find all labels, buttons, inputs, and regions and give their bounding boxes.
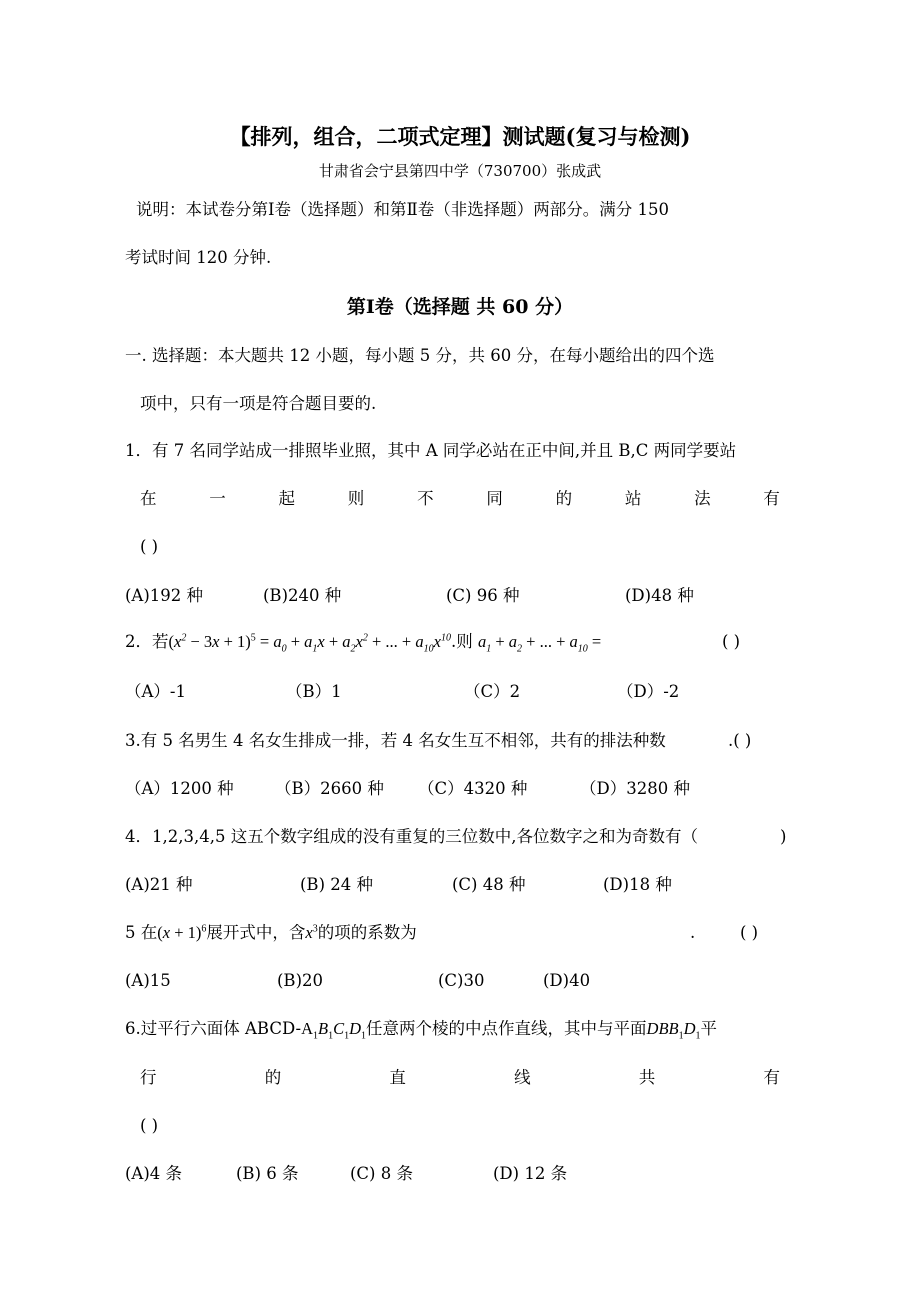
option-a: (A)15 xyxy=(125,971,171,990)
question-2-text xyxy=(125,632,602,655)
spread-char: 有 xyxy=(763,1068,780,1087)
option-b: (B) 24 种 xyxy=(300,875,373,894)
spread-char: 则 xyxy=(347,489,365,508)
option-c: (C) 48 种 xyxy=(452,875,526,894)
question-4-answer-bracket: ) xyxy=(780,827,787,846)
question-6-prefix: 6.过平行六面体 ABCD- xyxy=(125,1019,302,1038)
intro-line-2: 考试时间 120 分钟. xyxy=(125,248,272,267)
question-6-solid: $A_1B_1C_1D_1$ xyxy=(301,1019,367,1042)
option-a: (A)192 种 xyxy=(125,586,204,605)
spread-char: 不 xyxy=(417,489,434,508)
question-5-binomial: $(x + 1)^6$ xyxy=(157,923,207,942)
spread-char: 法 xyxy=(694,489,711,508)
question-2-prefix: 2．若 xyxy=(125,632,169,651)
spread-char: 站 xyxy=(624,489,642,508)
question-3-text: 3.有 5 名男生 4 名女生排成一排，若 4 名女生互不相邻，共有的排法种数 xyxy=(125,731,666,750)
option-a: （A）-1 xyxy=(125,682,186,701)
option-a: (A)4 条 xyxy=(125,1164,183,1183)
spread-char: 起 xyxy=(278,489,296,508)
question-6-text xyxy=(125,1019,718,1042)
question-6-mid: 任意两个棱的中点作直线，其中与平面 xyxy=(366,1019,647,1038)
author-line: 甘肃省会宁县第四中学（730700）张成武 xyxy=(318,162,602,180)
option-d: （D）3280 种 xyxy=(580,779,690,798)
question-1-answer-bracket: ( ) xyxy=(140,537,159,556)
option-c: (C) 8 条 xyxy=(350,1164,413,1183)
spread-char: 的 xyxy=(555,489,573,508)
option-d: (D) 12 条 xyxy=(493,1164,568,1183)
question-6-spread-line xyxy=(140,1070,780,1087)
question-1-spread-line xyxy=(140,491,780,508)
option-b: (B)20 xyxy=(277,971,323,990)
option-b: （B）2660 种 xyxy=(275,779,384,798)
option-d: (D)48 种 xyxy=(625,586,694,605)
option-b: (B) 6 条 xyxy=(236,1164,299,1183)
spread-char: 有 xyxy=(763,489,780,508)
question-6-plane: $DBB_1D_1$ xyxy=(646,1019,701,1042)
option-c: （C）4320 种 xyxy=(418,779,528,798)
option-d: (D)40 xyxy=(543,971,591,990)
option-d: (D)18 种 xyxy=(603,875,672,894)
intro-line-1: 说明：本试卷分第Ⅰ卷（选择题）和第Ⅱ卷（非选择题）两部分。满分 150 xyxy=(136,200,669,219)
question-5-answer-bracket: ( ) xyxy=(740,923,759,942)
spread-char: 同 xyxy=(486,489,503,508)
section-instruction-2: 项中，只有一项是符合题目要的. xyxy=(140,394,377,413)
page-title: 【排列，组合，二项式定理】测试题(复习与检测) xyxy=(229,124,691,149)
option-b: （B）1 xyxy=(286,682,342,701)
question-2-mid: .则 xyxy=(450,632,473,651)
spread-char: 行 xyxy=(140,1068,157,1087)
question-5-mid-1: 展开式中，含 xyxy=(206,923,306,942)
spread-char: 在 xyxy=(140,489,157,508)
question-5-term: $x^3$ xyxy=(305,923,318,942)
question-5-mid-2: 的项的系数为 xyxy=(317,923,417,942)
spread-char: 的 xyxy=(264,1068,282,1087)
question-5-text xyxy=(125,925,417,942)
spread-char: 一 xyxy=(209,489,226,508)
spread-char: 线 xyxy=(514,1068,531,1087)
option-c: (C) 96 种 xyxy=(446,586,520,605)
option-a: （A）1200 种 xyxy=(125,779,234,798)
question-4-text: 4．1,2,3,4,5 这五个数字组成的没有重复的三位数中,各位数字之和为奇数有（ xyxy=(125,827,698,846)
option-c: (C)30 xyxy=(438,971,485,990)
question-5-dot: . xyxy=(690,923,696,942)
spread-char: 共 xyxy=(638,1068,656,1087)
question-6-answer-bracket: ( ) xyxy=(140,1116,159,1135)
question-5-prefix: 5 在 xyxy=(125,923,158,942)
section-title: 第Ⅰ卷（选择题 共 60 分） xyxy=(346,296,574,318)
question-3-answer-bracket: .( ) xyxy=(728,731,752,750)
question-2-formula: $(x^2 - 3x + 1)^5 = a_0 + a_1x + a_2x^2$ + ... + $a_{10}x^{10}$ xyxy=(168,632,451,655)
question-2-answer-bracket: ( ) xyxy=(722,632,741,651)
section-instruction-1: 一. 选择题：本大题共 12 小题，每小题 5 分，共 60 分，在每小题给出的四个选 xyxy=(125,346,715,365)
option-d: （D）-2 xyxy=(617,682,680,701)
option-c: （C）2 xyxy=(464,682,521,701)
spread-char: 直 xyxy=(389,1068,406,1087)
question-2-sum-formula: $a_1 + a_2$ + ... + $a_{10}$ = xyxy=(477,632,602,655)
question-1-text: 1．有 7 名同学站成一排照毕业照，其中 A 同学必站在正中间,并且 B,C 两同学要站 xyxy=(125,441,737,460)
option-a: (A)21 种 xyxy=(125,875,193,894)
option-b: (B)240 种 xyxy=(263,586,342,605)
question-6-suffix: 平 xyxy=(700,1019,718,1038)
